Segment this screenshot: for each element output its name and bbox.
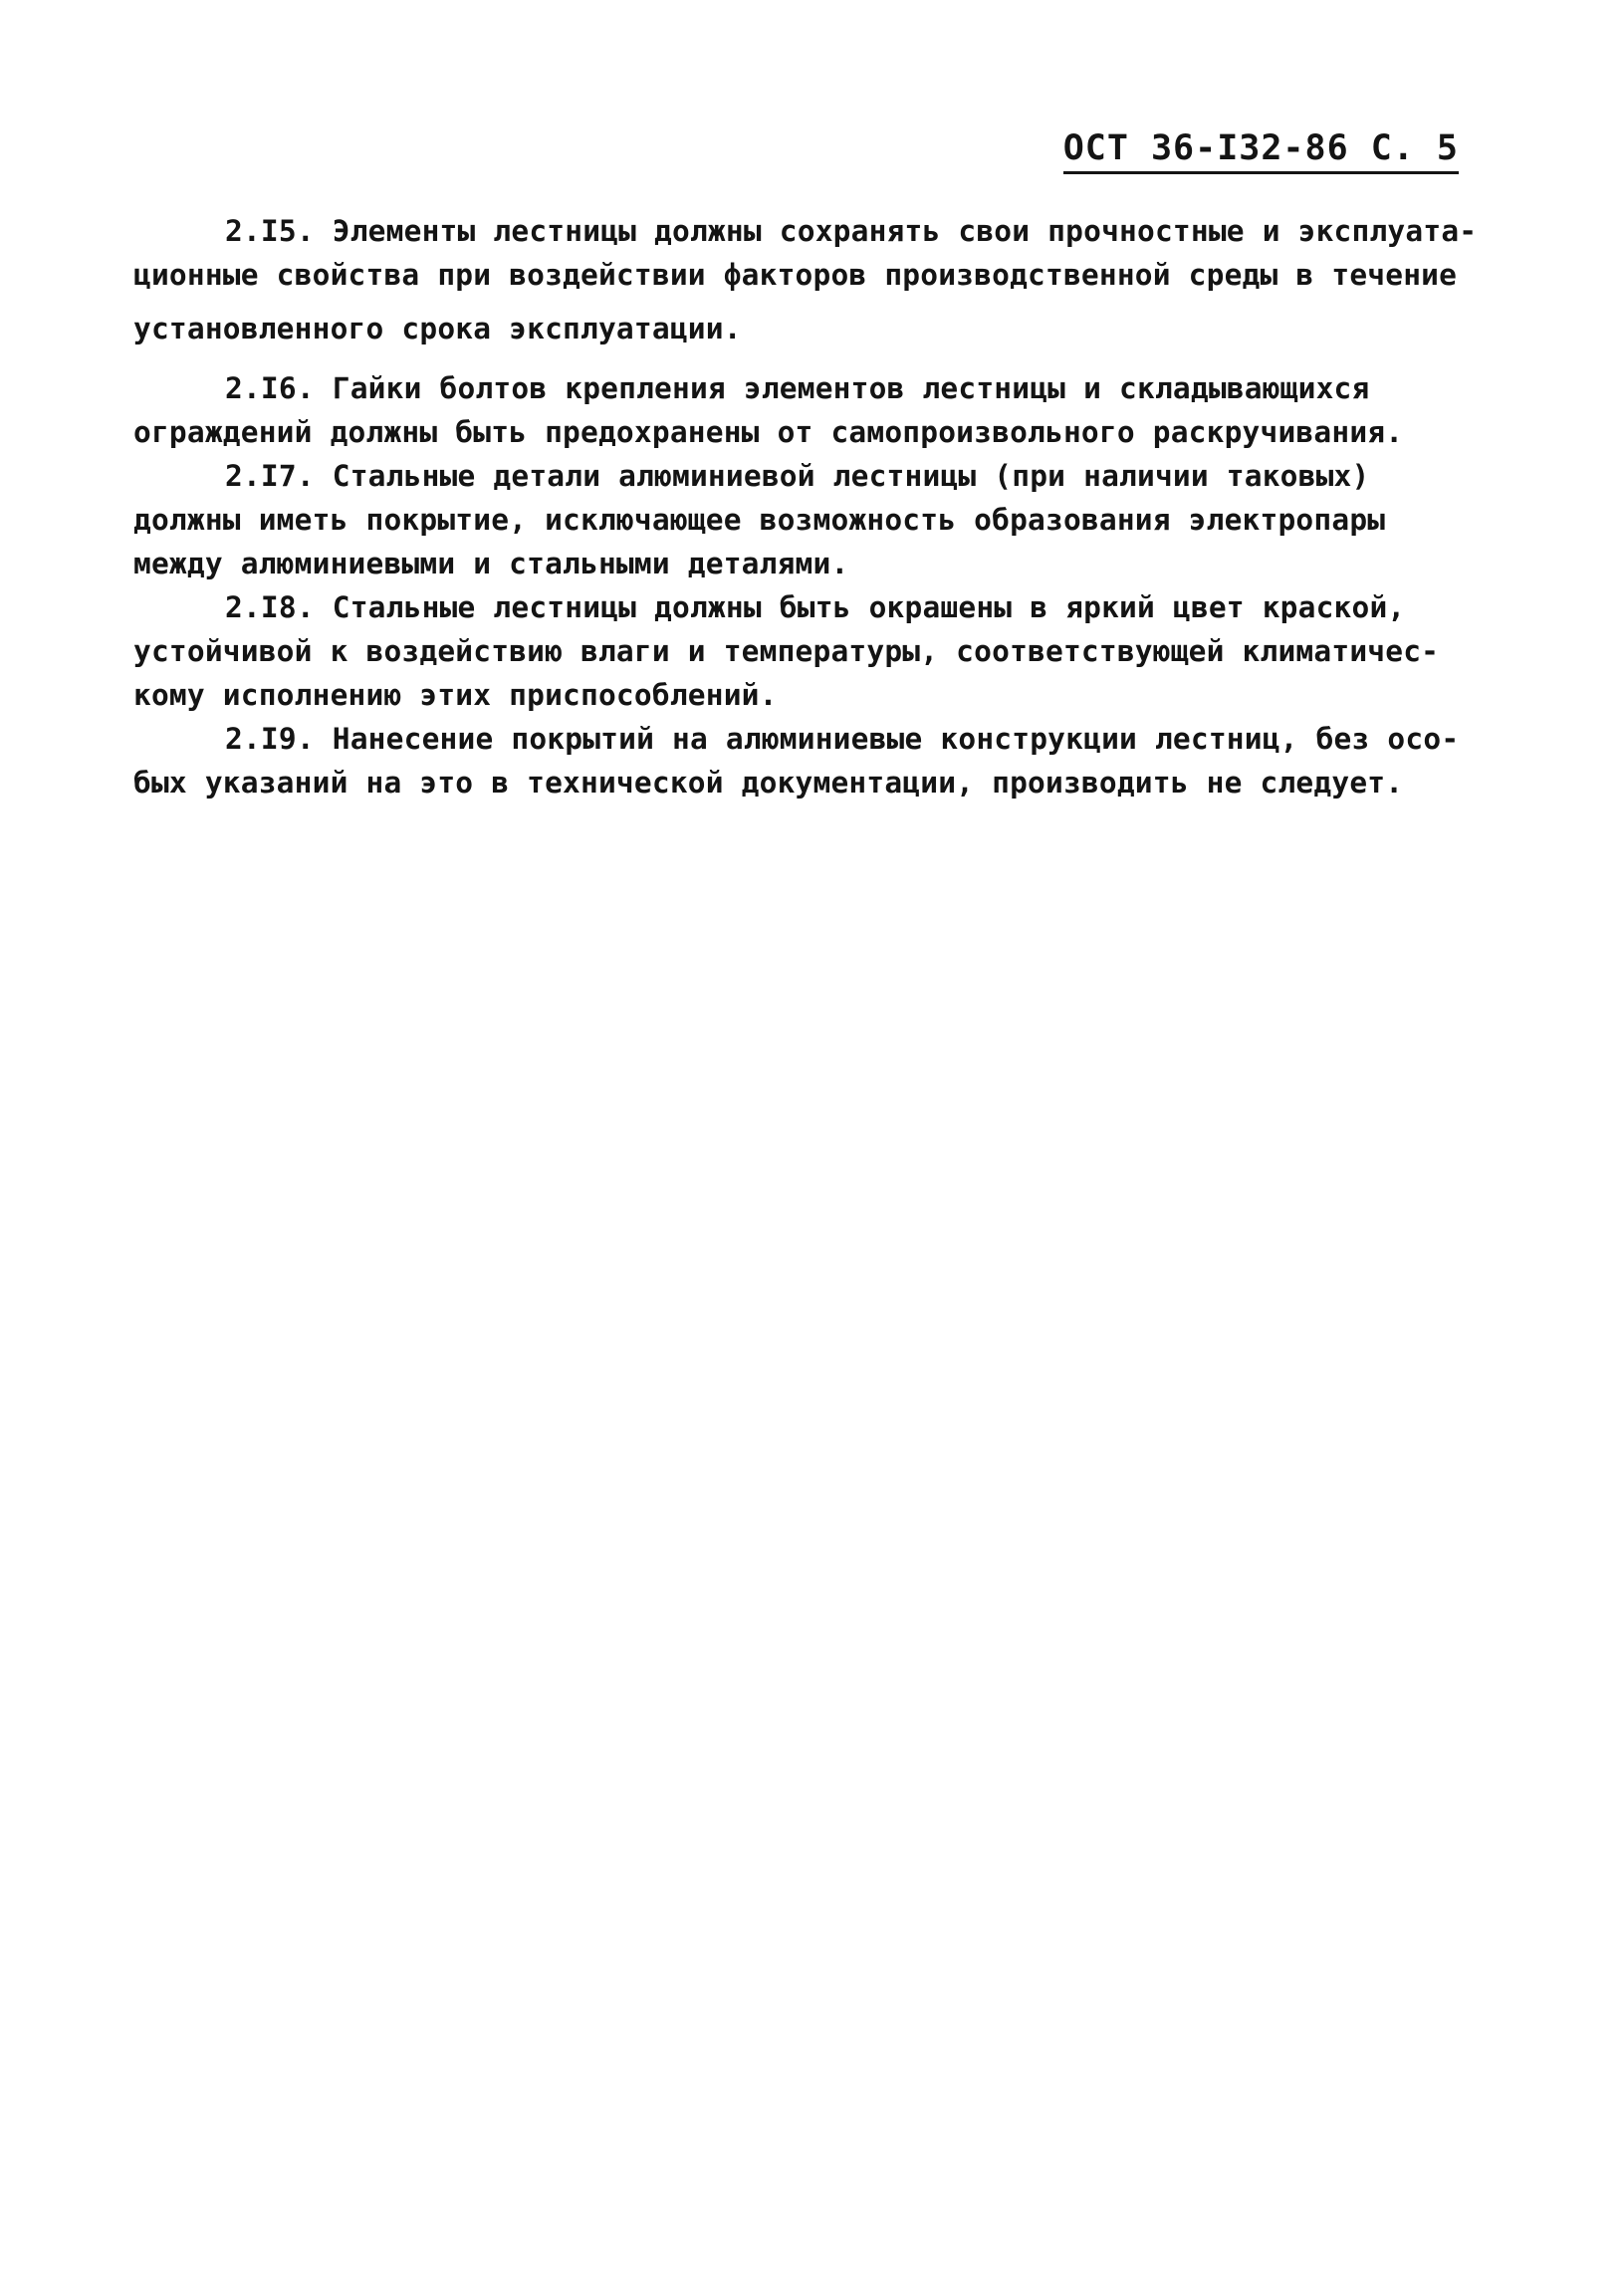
paragraph-2-18	[133, 585, 1508, 717]
paragraph-line: кому исполнению этих приспособлений.	[133, 678, 778, 712]
paragraph-line: 2.I8. Стальные лестницы должны быть окрашены в яркий цвет краской,	[225, 590, 1406, 624]
document-body	[133, 209, 1508, 804]
paragraph-line: 2.I5. Элементы лестницы должны сохранять свои прочностные и эксплуата-	[225, 214, 1478, 248]
paragraph-line: устойчивой к воздействию влаги и температуры, соответствующей климатичес-	[133, 634, 1440, 668]
paragraph-line: 2.I7. Стальные детали алюминиевой лестницы (при наличии таковых)	[225, 459, 1370, 493]
document-code-header: ОСТ 36-I32-86 С. 5	[1063, 127, 1459, 174]
paragraph-line: установленного срока эксплуатации.	[133, 312, 742, 345]
paragraph-2-17	[133, 454, 1508, 585]
paragraph-line: бых указаний на это в технической документации, производить не следует.	[133, 766, 1404, 800]
paragraph-line: должны иметь покрытие, исключающее возможность образования электропары	[133, 503, 1386, 537]
paragraph-line: 2.I6. Гайки болтов крепления элементов лестницы и складывающихся	[225, 371, 1370, 405]
paragraph-line: ограждений должны быть предохранены от самопроизвольного раскручивания.	[133, 415, 1404, 449]
paragraph-2-19	[133, 717, 1508, 804]
paragraph-line: 2.I9. Нанесение покрытий на алюминиевые конструкции лестниц, без осо-	[225, 722, 1460, 756]
paragraph-line: между алюминиевыми и стальными деталями.	[133, 547, 849, 580]
paragraph-line: ционные свойства при воздействии факторов производственной среды в течение	[133, 258, 1458, 292]
paragraph-2-16	[133, 366, 1508, 454]
paragraph-2-15	[133, 209, 1508, 350]
